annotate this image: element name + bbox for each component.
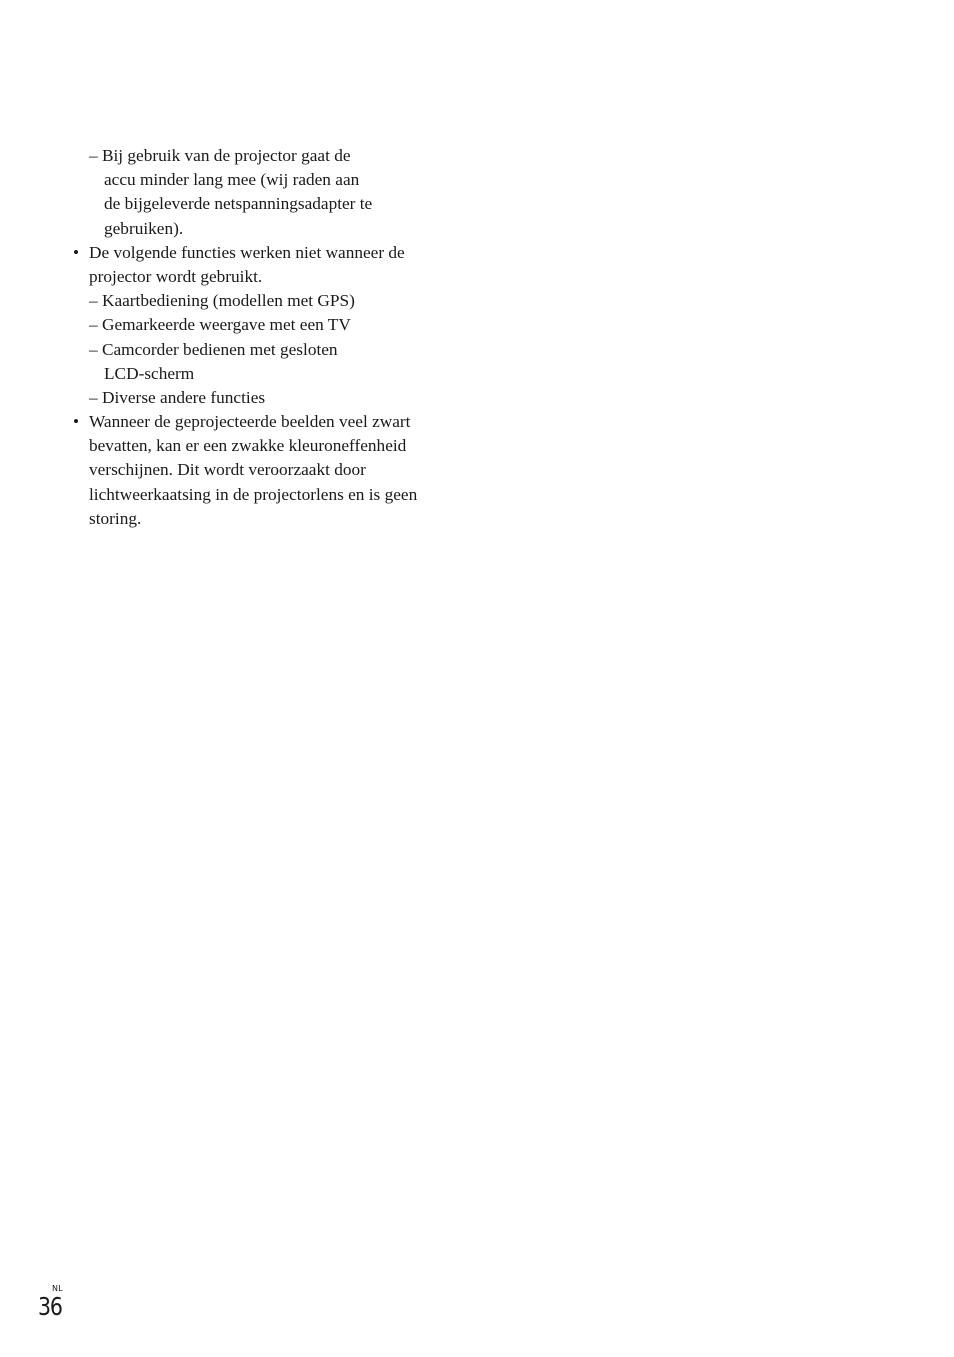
language-code: NL (52, 1284, 64, 1293)
bullet-text-continuation: storing. (89, 508, 142, 528)
bullet-item-black-images (0, 410, 520, 434)
sub-item-text-continuation: LCD-scherm (104, 363, 195, 383)
dash-marker: – (89, 387, 102, 407)
dash-marker: – (89, 339, 102, 359)
bullet-marker: • (73, 242, 80, 262)
list-item-text-continuation: accu minder lang mee (wij raden aan (104, 170, 360, 190)
list-item-sub-battery (0, 144, 520, 168)
sub-item-text: Camcorder bedienen met gesloten (101, 339, 338, 359)
dash-marker: – (89, 146, 102, 165)
bullet-text: Wanneer de geprojecteerde beelden veel zwart (89, 412, 411, 432)
dash-marker: – (89, 291, 102, 311)
sub-item-text: Kaartbediening (modellen met GPS) (101, 291, 355, 311)
bullet-text-continuation: verschijnen. Dit wordt veroorzaakt door (89, 460, 366, 480)
bullet-text-continuation: lichtweerkaatsing in de projectorlens en is geen (89, 484, 418, 504)
document-body (0, 144, 520, 531)
list-item-text-continuation: de bijgeleverde netspanningsadapter te (104, 194, 373, 214)
sub-item-text: Gemarkeerde weergave met een TV (101, 315, 351, 335)
bullet-item-functions (0, 241, 520, 265)
bullet-marker: • (73, 412, 80, 432)
sub-item-text: Diverse andere functies (101, 387, 266, 407)
dash-marker: – (89, 315, 102, 335)
sub-item-other (0, 386, 520, 410)
sub-item-map (0, 289, 520, 313)
bullet-text: De volgende functies werken niet wanneer de (89, 242, 405, 262)
sub-item-camcorder (0, 338, 520, 362)
page-number: 36 (38, 1292, 62, 1321)
list-item-text: Bij gebruik van de projector gaat de (101, 146, 351, 165)
bullet-text-continuation: projector wordt gebruikt. (89, 266, 263, 286)
list-item-text-continuation: gebruiken). (104, 218, 184, 238)
bullet-text-continuation: bevatten, kan er een zwakke kleuroneffenheid (89, 436, 407, 456)
sub-item-highlight (0, 313, 520, 337)
